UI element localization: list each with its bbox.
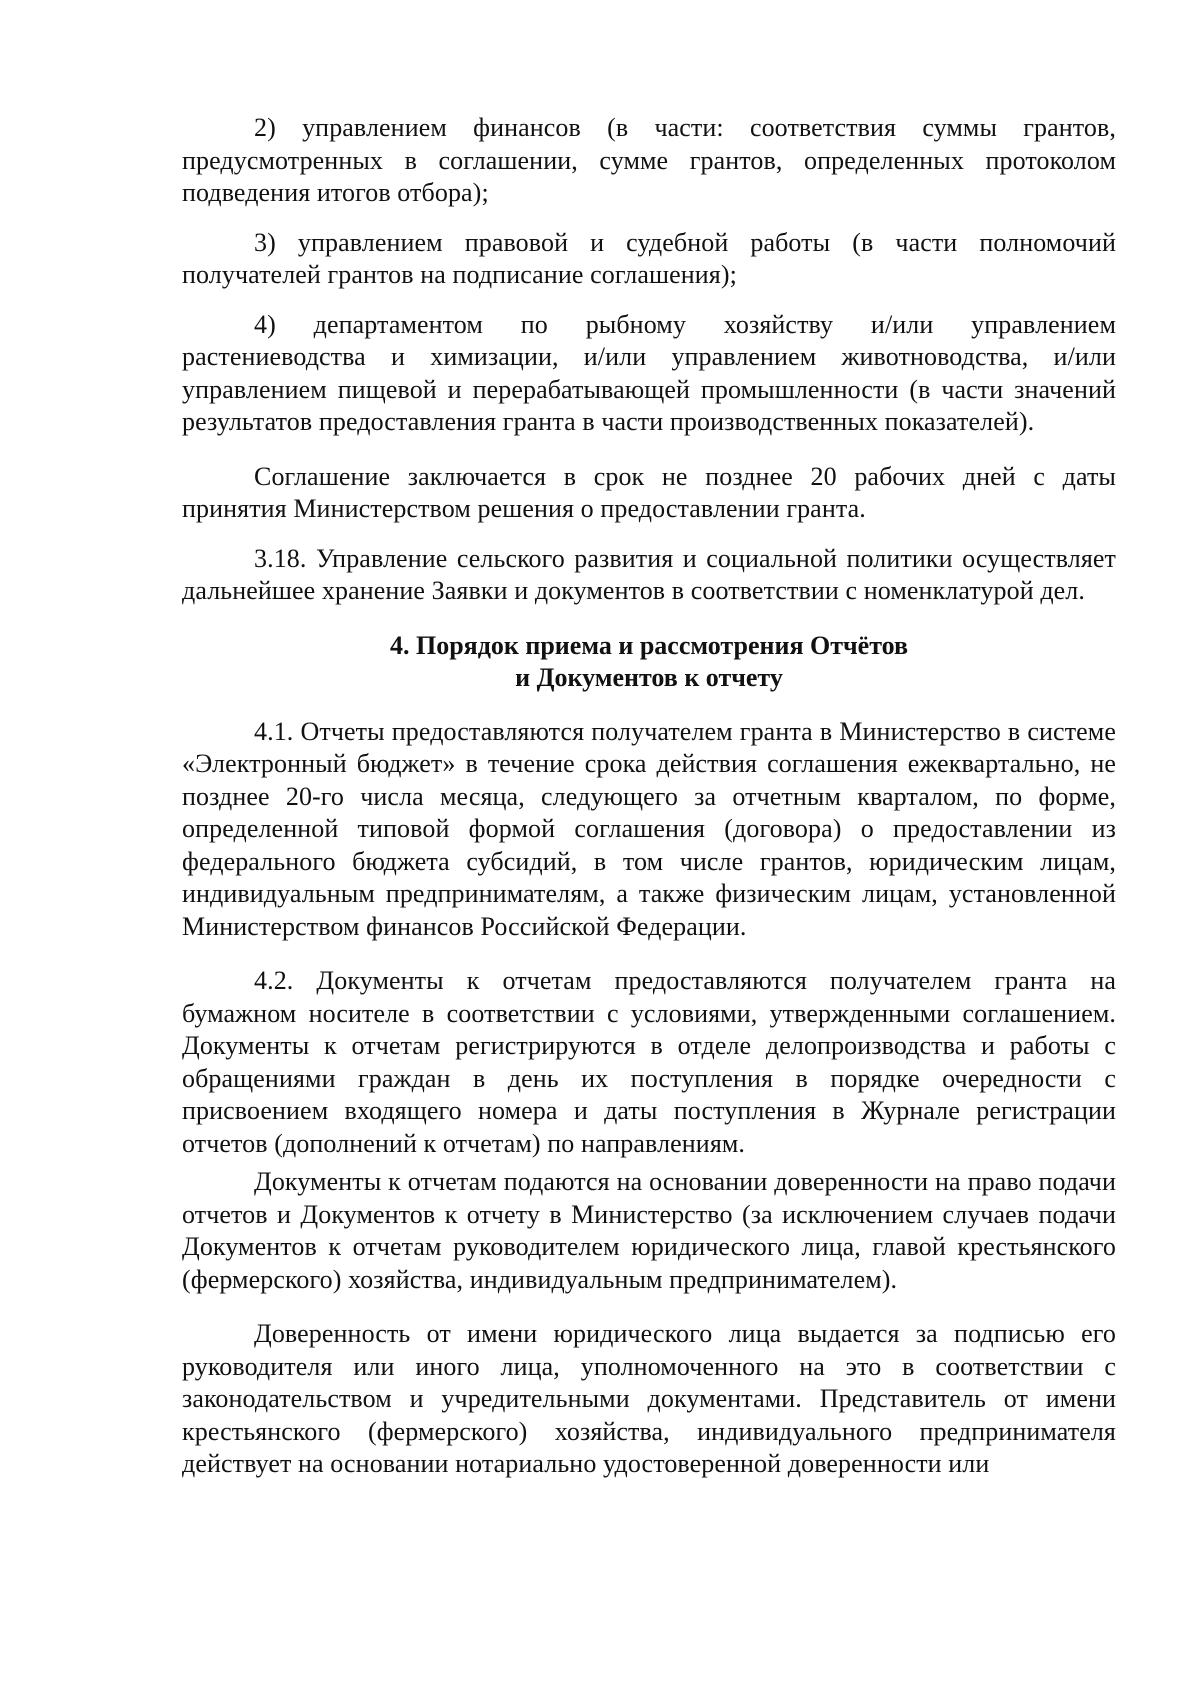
paragraph-power-of-attorney-basis: Документы к отчетам подаются на основании доверенности на право подачи отчетов и Документов к отчету в Министерство (за исключением случаев подачи Документов к отчетам руководителем юридического лица, главой крестьянского (фермерского) хозяйства, индивидуальным предпринимателем). (182, 1167, 1116, 1294)
paragraph-power-of-attorney-issuance: Доверенность от имени юридического лица выдается за подписью его руководителя или иного лица, уполномоченного на это в соответствии с законодательством и учредительными документами. Представитель от имени крестьянского (фермерского) хозяйства, индивидуального предпринимателя действует на основании нотариально удостоверенной доверенности или (182, 1319, 1116, 1478)
section-heading (182, 630, 1116, 694)
section-heading-line-1: 4. Порядок приема и рассмотрения Отчётов (389, 630, 909, 660)
section-heading-line-2: и Документов к отчету (515, 662, 783, 692)
paragraph-agreement-term: Соглашение заключается в срок не позднее 20 рабочих дней с даты принятия Министерством решения о предоставлении гранта. (182, 461, 1116, 523)
paragraph-item-4: 4) департаментом по рыбному хозяйству и/или управлением растениеводства и химизации, и/или управлением животноводства, и/или управлением пищевой и перерабатывающей промышленности (в части значений результатов предоставления гранта в части производственных показателей). (182, 309, 1116, 436)
paragraph-3-18: 3.18. Управление сельского развития и социальной политики осуществляет дальнейшее хранение Заявки и документов в соответствии с номенклатурой дел. (182, 543, 1116, 605)
paragraph-4-2: 4.2. Документы к отчетам предоставляются получателем гранта на бумажном носителе в соответствии с условиями, утвержденными соглашением. Документы к отчетам регистрируются в отделе делопроизводства и работы с обращениями граждан в день их поступления в порядке очередности с присвоением входящего номера и даты поступления в Журнале регистрации отчетов (дополнений к отчетам) по направлениям. (182, 966, 1116, 1158)
paragraph-4-1: 4.1. Отчеты предоставляются получателем гранта в Министерство в системе «Электронный бюджет» в течение срока действия соглашения ежеквартально, не позднее 20-го числа месяца, следующего за отчетным кварталом, по форме, определенной типовой формой соглашения (договора) о предоставлении из федерального бюджета субсидий, в том числе грантов, юридическим лицам, индивидуальным предпринимателям, а также физическим лицам, установленной Министерством финансов Российской Федерации. (182, 716, 1116, 941)
paragraph-item-3: 3) управлением правовой и судебной работы (в части полномочий получателей грантов на подписание соглашения); (182, 227, 1116, 289)
document-body (182, 112, 1116, 1481)
paragraph-item-2: 2) управлением финансов (в части: соответствия суммы грантов, предусмотренных в соглашении, сумме грантов, определенных протоколом подведения итогов отбора); (182, 113, 1116, 207)
